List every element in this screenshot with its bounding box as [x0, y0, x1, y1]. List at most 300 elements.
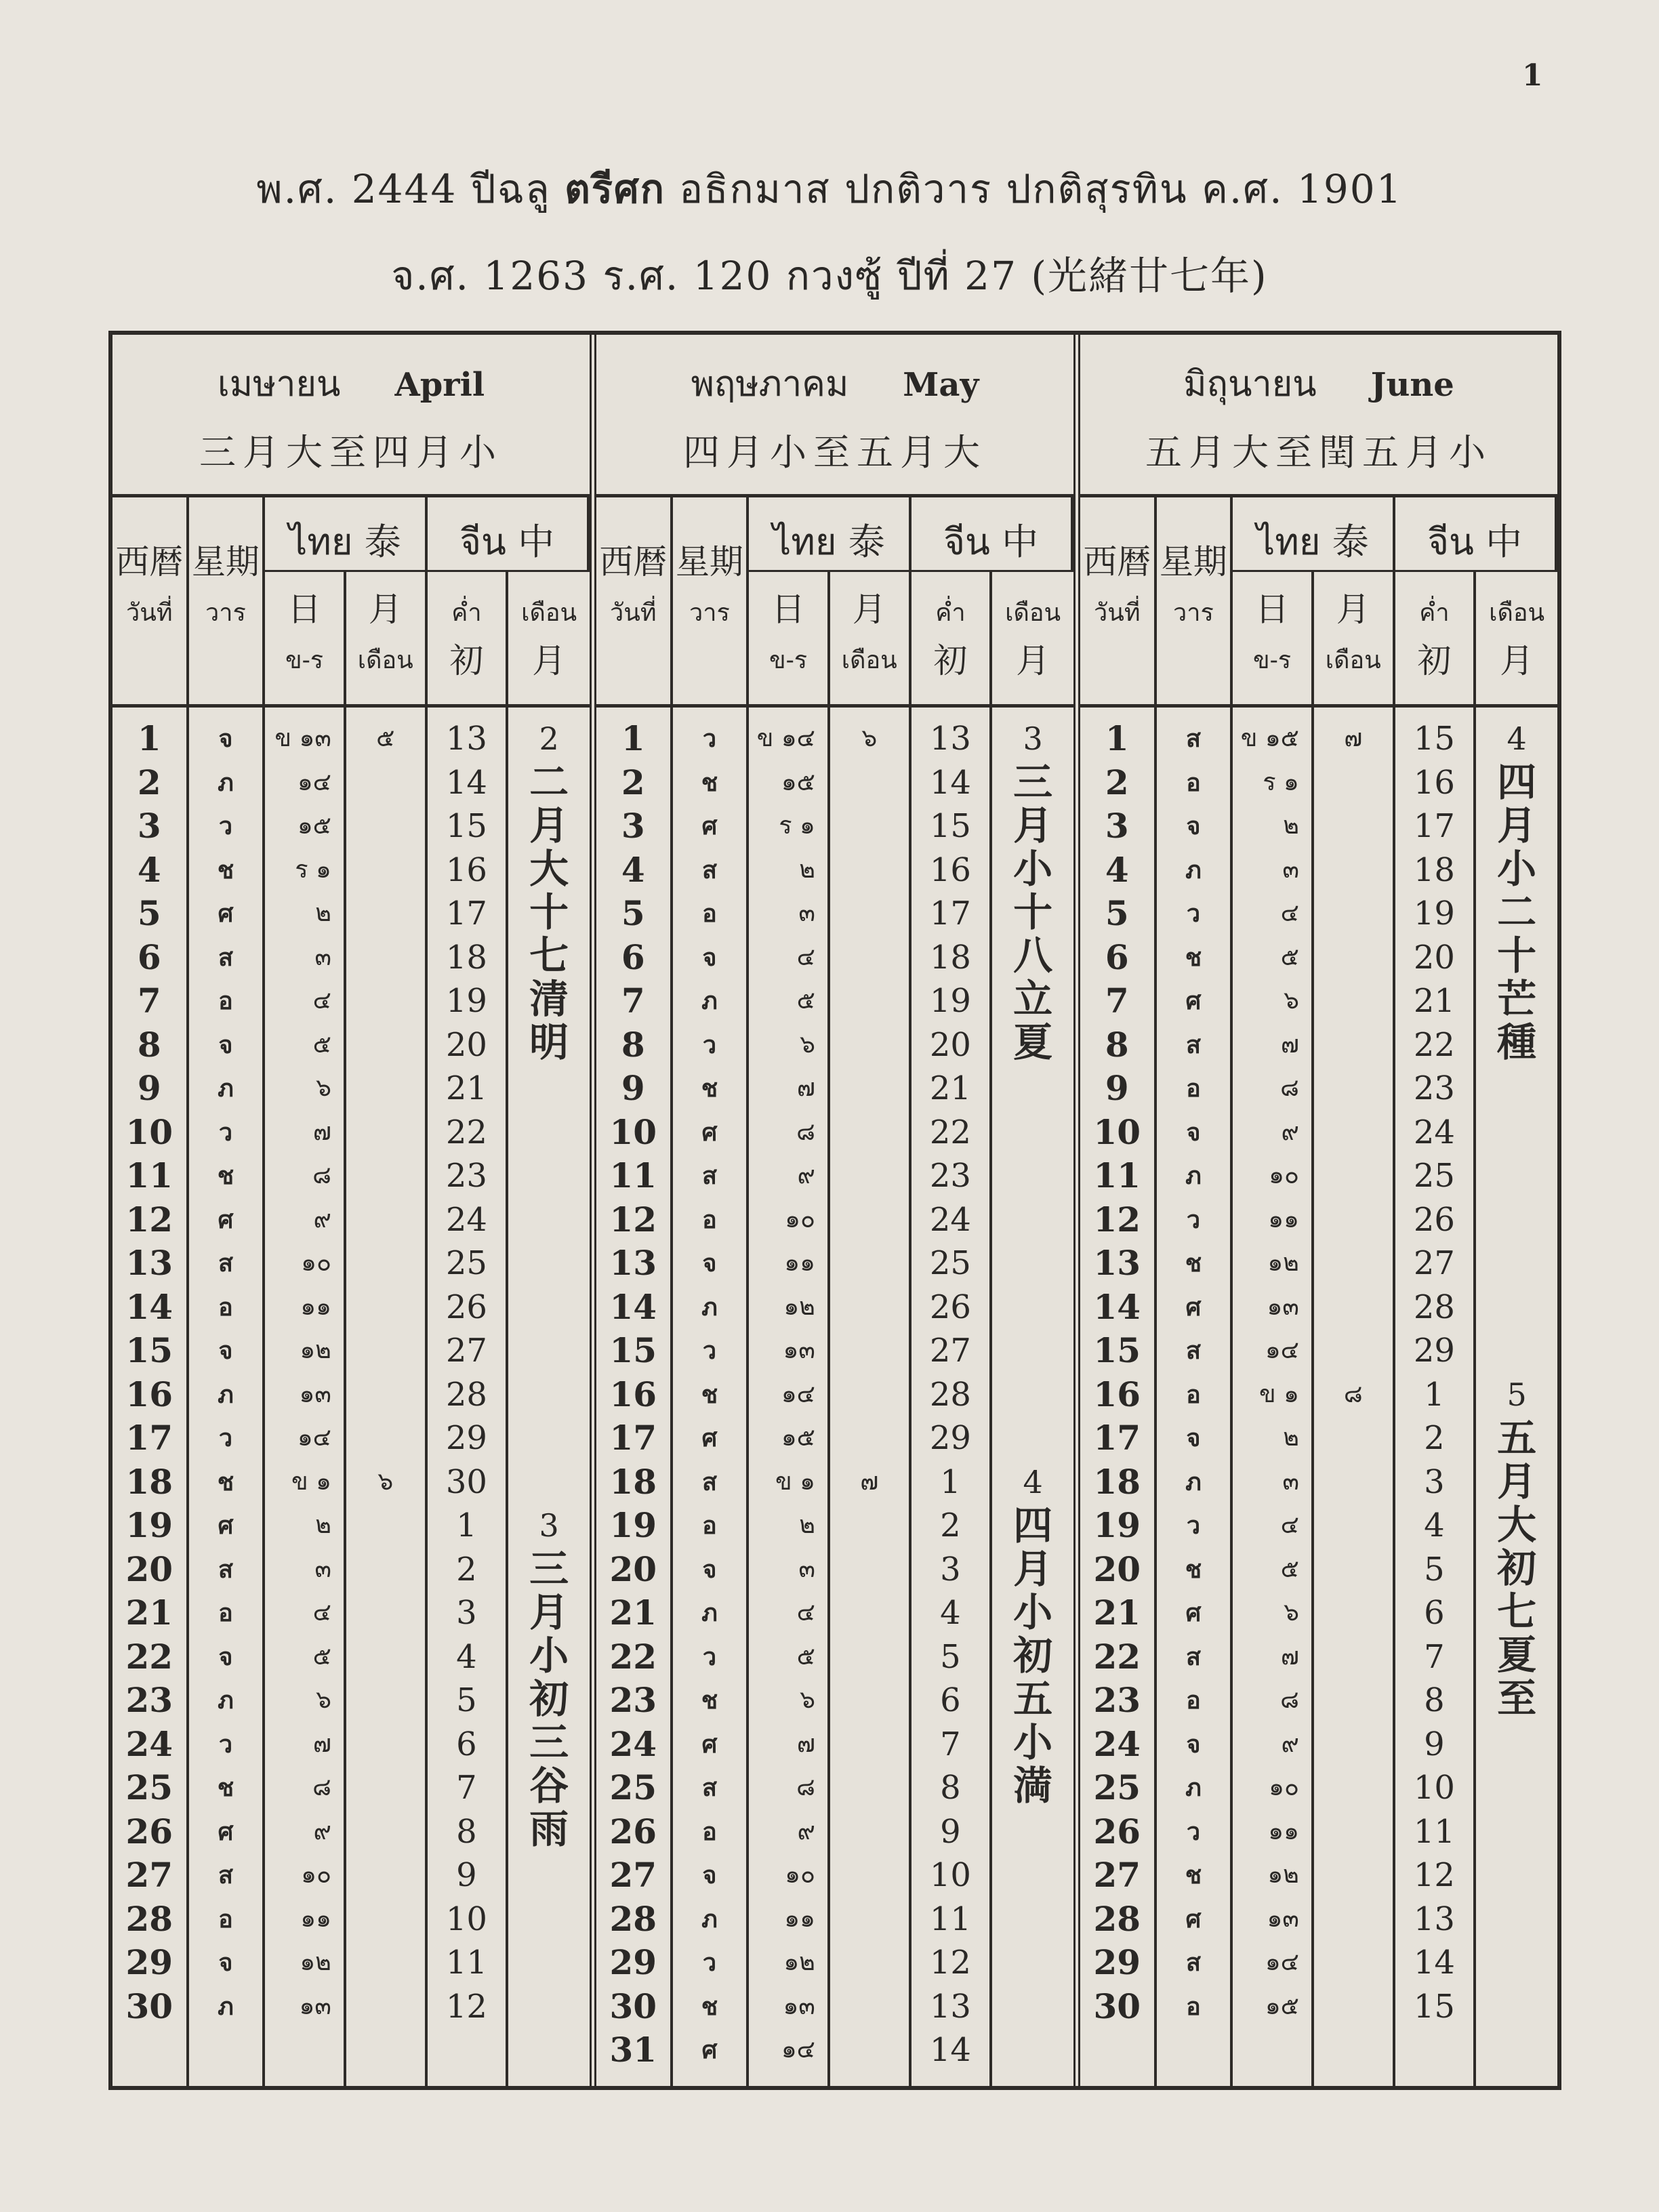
weekday-cell: ส: [1185, 1030, 1201, 1059]
thai-lunar-day-cell: ๔: [1280, 899, 1299, 927]
thai-lunar-month-cell: [346, 1723, 425, 1767]
gregorian-day-cell: 23: [125, 1680, 173, 1720]
chinese-lunar-day-cell: 4: [456, 1637, 477, 1676]
gregorian-day-cell: 17: [609, 1418, 657, 1458]
thai-lunar-month-cell: [346, 1679, 425, 1723]
thai-lunar-day-cell: ๑๔: [297, 768, 331, 796]
chinese-lunar-day-cell: 11: [1413, 1812, 1455, 1851]
thai-lunar-day-cell: ๑๑: [1268, 1205, 1299, 1233]
column-gregorian-day: [1080, 708, 1157, 2086]
gregorian-day-cell: 31: [609, 2030, 657, 2070]
thai-lunar-month-cell: [830, 1286, 909, 1330]
gregorian-day-cell: 4: [1105, 849, 1129, 890]
thai-lunar-month-cell: [346, 979, 425, 1023]
weekday-cell: ภ: [1185, 855, 1202, 884]
thai-lunar-month-cell: [1314, 1111, 1393, 1155]
month-thai-name: พฤษภาคม: [691, 364, 849, 405]
thai-lunar-month-cell: [830, 936, 909, 980]
chinese-month-note: 3 三 月 小 初 三 谷 雨: [508, 1504, 590, 1851]
thai-lunar-month-cell: [830, 1416, 909, 1460]
gregorian-day-cell: 24: [1093, 1723, 1141, 1764]
thai-lunar-month-cell: [346, 1067, 425, 1111]
thai-lunar-day-cell: ๕: [1280, 943, 1299, 971]
gregorian-day-cell: 9: [137, 1068, 161, 1108]
gregorian-day-cell: 6: [1105, 937, 1129, 977]
thai-lunar-month-cell: [1314, 1067, 1393, 1111]
thai-lunar-month-cell: [346, 1941, 425, 1985]
gregorian-day-cell: 18: [1093, 1461, 1141, 1502]
gregorian-day-cell: 3: [621, 806, 645, 846]
chinese-lunar-day-cell: 2: [1424, 1419, 1445, 1457]
gregorian-day-cell: 29: [609, 1942, 657, 1982]
thai-lunar-month-cell: [1314, 804, 1393, 848]
weekday-cell: ว: [1186, 1817, 1201, 1846]
calendar-table: [108, 331, 1561, 2090]
gregorian-day-cell: 1: [1105, 718, 1129, 758]
chinese-lunar-day-cell: 7: [456, 1769, 477, 1807]
chinese-lunar-day-cell: 21: [1413, 982, 1455, 1020]
weekday-cell: ช: [1185, 1249, 1202, 1277]
thai-lunar-month-cell: [1314, 1242, 1393, 1286]
chinese-lunar-day-cell: 14: [929, 763, 971, 802]
weekday-cell: อ: [1186, 1074, 1201, 1103]
thai-lunar-month-cell: [830, 1810, 909, 1854]
chinese-lunar-day-cell: 20: [1413, 938, 1455, 977]
thai-lunar-month-cell: [346, 1111, 425, 1155]
chinese-lunar-day-cell: 24: [929, 1200, 971, 1239]
weekday-cell: ภ: [1185, 1162, 1202, 1190]
chinese-lunar-day-cell: 10: [929, 1856, 971, 1894]
thai-lunar-month-cell: ๗: [1344, 724, 1363, 752]
gregorian-day-cell: 28: [609, 1898, 657, 1939]
header-thai-day: 日 ข-ร: [749, 572, 830, 708]
chinese-lunar-day-cell: 1: [456, 1507, 477, 1544]
weekday-cell: ศ: [218, 1511, 234, 1540]
thai-lunar-month-cell: [830, 1898, 909, 1942]
chinese-lunar-day-cell: 6: [1424, 1594, 1445, 1632]
thai-lunar-month-cell: [346, 804, 425, 848]
chinese-lunar-day-cell: 28: [445, 1375, 487, 1414]
gregorian-day-cell: 8: [137, 1024, 161, 1065]
title-line-1: [0, 157, 1659, 220]
header-gregorian: 西暦 วันที่: [112, 497, 189, 708]
thai-lunar-month-cell: ๘: [1343, 1380, 1363, 1408]
weekday-cell: ส: [218, 943, 233, 972]
gregorian-day-cell: 6: [621, 937, 645, 977]
header-chinese-month: เดือน 月: [521, 599, 577, 680]
weekday-cell: ว: [702, 724, 717, 753]
gregorian-day-cell: 8: [621, 1024, 645, 1065]
weekday-cell: ส: [1185, 1642, 1201, 1671]
thai-lunar-day-cell: ๒: [1283, 1424, 1299, 1452]
weekday-cell: ว: [1186, 1205, 1201, 1234]
weekday-cell: จ: [702, 1555, 717, 1584]
chinese-month-note: 5 五 月 大 初 七 夏 至: [1476, 1373, 1557, 1720]
weekday-cell: ช: [1185, 1861, 1202, 1889]
gregorian-day-cell: 10: [609, 1111, 657, 1152]
gregorian-day-cell: 12: [125, 1199, 173, 1240]
title-era: พ.ศ. 2444 ปีฉลู: [256, 166, 551, 212]
gregorian-day-cell: 24: [125, 1723, 173, 1764]
column-headers: [112, 497, 590, 708]
thai-lunar-day-cell: ๑๑: [1268, 1817, 1299, 1845]
thai-lunar-month-cell: ๖: [861, 724, 878, 752]
weekday-cell: ช: [701, 768, 718, 797]
thai-lunar-month-cell: [346, 1416, 425, 1460]
chinese-month-text: 三 月 小 初 三 谷 雨: [529, 1546, 569, 1852]
thai-lunar-month-cell: [830, 2028, 909, 2072]
thai-lunar-day-cell: ๑๐: [1269, 1774, 1299, 1801]
weekday-cell: จ: [1186, 1424, 1201, 1452]
chinese-lunar-day-cell: 20: [445, 1025, 487, 1064]
chinese-lunar-day-cell: 2: [456, 1550, 477, 1589]
thai-lunar-month-cell: [830, 1111, 909, 1155]
thai-lunar-month-cell: [830, 1504, 909, 1548]
title-year-name: ตรีศก: [565, 166, 665, 212]
gregorian-day-cell: 19: [609, 1505, 657, 1545]
chinese-lunar-day-cell: 11: [929, 1900, 971, 1938]
chinese-lunar-day-cell: 3: [456, 1594, 477, 1632]
thai-lunar-month-cell: [346, 848, 425, 893]
thai-lunar-month-cell: [1314, 892, 1393, 936]
gregorian-day-cell: 20: [125, 1549, 173, 1589]
thai-lunar-day-cell: ร ๑: [295, 855, 331, 884]
thai-lunar-month-cell: [830, 1548, 909, 1592]
weekday-cell: ส: [701, 1162, 717, 1190]
chinese-lunar-day-cell: 26: [929, 1288, 971, 1326]
thai-lunar-day-cell: ๘: [796, 1118, 815, 1146]
chinese-lunar-day-cell: 25: [1413, 1157, 1455, 1195]
gregorian-day-cell: 11: [125, 1155, 173, 1195]
chinese-lunar-day-cell: 4: [1424, 1507, 1445, 1544]
thai-lunar-day-cell: ๑๓: [783, 1992, 815, 2020]
thai-lunar-month-cell: [830, 1591, 909, 1635]
thai-lunar-month-cell: [1314, 1198, 1393, 1242]
gregorian-day-cell: 22: [125, 1636, 173, 1677]
thai-lunar-day-cell: ๑๐: [785, 1861, 815, 1889]
thai-lunar-day-cell: ๑๒: [1267, 1249, 1299, 1277]
gregorian-day-cell: 27: [1093, 1855, 1141, 1895]
thai-lunar-month-cell: [830, 804, 909, 848]
month-body: [112, 708, 590, 2086]
column-thai-lunar-month: [830, 708, 912, 2086]
thai-lunar-month-cell: [1314, 1460, 1393, 1504]
gregorian-day-cell: 25: [1093, 1767, 1141, 1807]
chinese-lunar-day-cell: 16: [1413, 763, 1455, 802]
chinese-lunar-day-cell: 9: [1424, 1725, 1445, 1763]
gregorian-day-cell: 28: [125, 1898, 173, 1939]
thai-lunar-month-cell: [830, 1067, 909, 1111]
weekday-cell: ช: [701, 1074, 718, 1103]
gregorian-day-cell: 12: [1093, 1199, 1141, 1240]
chinese-lunar-day-cell: 19: [445, 982, 487, 1020]
gregorian-day-cell: 21: [609, 1593, 657, 1633]
thai-lunar-day-cell: ๕: [796, 1642, 815, 1671]
thai-lunar-month-cell: [346, 761, 425, 805]
column-weekday: [673, 708, 750, 2086]
column-weekday: [1157, 708, 1233, 2086]
gregorian-day-cell: 16: [609, 1374, 657, 1414]
weekday-cell: ศ: [701, 812, 718, 840]
thai-lunar-day-cell: ๖: [800, 1686, 815, 1714]
month-panel-may: [596, 335, 1080, 2086]
weekday-cell: ช: [1185, 943, 1202, 972]
weekday-cell: อ: [702, 1205, 717, 1234]
thai-lunar-day-cell: ๗: [796, 1729, 815, 1758]
thai-lunar-month-cell: [1314, 1548, 1393, 1592]
chinese-month-text: 四 月 小 二 十 芒 種: [1497, 759, 1537, 1065]
chinese-lunar-day-cell: 18: [929, 938, 971, 977]
weekday-cell: จ: [218, 1948, 233, 1977]
thai-lunar-day-cell: ๘: [1280, 1074, 1299, 1102]
month-thai-name: เมษายน: [217, 364, 341, 405]
chinese-lunar-day-cell: 29: [445, 1419, 487, 1457]
thai-lunar-day-cell: ๑๑: [784, 1904, 815, 1933]
thai-lunar-day-cell: ๔: [796, 1599, 815, 1626]
weekday-cell: ภ: [701, 1292, 718, 1322]
weekday-cell: จ: [218, 1642, 233, 1671]
thai-lunar-day-cell: ๑๔: [781, 2036, 815, 2064]
thai-lunar-day-cell: ๓: [314, 943, 331, 971]
thai-lunar-day-cell: ข ๑: [775, 1467, 815, 1496]
column-weekday: [189, 708, 266, 2086]
chinese-lunar-day-cell: 12: [445, 1987, 487, 2026]
weekday-cell: ภ: [218, 1686, 234, 1715]
thai-lunar-day-cell: ๙: [1281, 1729, 1299, 1758]
thai-lunar-day-cell: ๘: [312, 1162, 331, 1189]
weekday-cell: ช: [217, 855, 234, 884]
weekday-cell: ส: [1185, 724, 1201, 753]
chinese-lunar-day-cell: 13: [929, 720, 971, 758]
thai-lunar-day-cell: ๘: [1280, 1686, 1299, 1714]
chinese-lunar-day-cell: 15: [929, 807, 971, 845]
weekday-cell: ว: [702, 1948, 717, 1977]
weekday-cell: จ: [702, 1861, 717, 1889]
chinese-lunar-day-cell: 27: [1413, 1244, 1455, 1282]
thai-lunar-day-cell: ๑๓: [1267, 1904, 1299, 1933]
gregorian-day-cell: 24: [609, 1723, 657, 1764]
weekday-cell: ส: [701, 855, 717, 884]
gregorian-day-cell: 10: [1093, 1111, 1141, 1152]
thai-lunar-day-cell: ๑๑: [300, 1292, 331, 1321]
gregorian-day-cell: 28: [1093, 1898, 1141, 1939]
thai-lunar-month-cell: [830, 1635, 909, 1679]
thai-lunar-day-cell: ๑๒: [783, 1948, 815, 1976]
chinese-lunar-day-cell: 26: [1413, 1200, 1455, 1239]
gregorian-day-cell: 23: [609, 1680, 657, 1720]
weekday-cell: ภ: [701, 987, 718, 1015]
thai-lunar-month-cell: [1314, 979, 1393, 1023]
gregorian-day-cell: 26: [125, 1811, 173, 1851]
weekday-cell: จ: [1186, 1118, 1201, 1147]
chinese-lunar-day-cell: 22: [1413, 1025, 1455, 1064]
thai-lunar-day-cell: ๗: [312, 1118, 331, 1146]
column-thai-lunar-day: [265, 708, 346, 2086]
chinese-month-range: 五月大至閏五月小: [1145, 431, 1492, 474]
thai-lunar-day-cell: ๖: [800, 1030, 815, 1059]
header-thai-group: ไทย 泰: [1233, 497, 1395, 572]
thai-lunar-day-cell: ๓: [798, 1555, 815, 1583]
gregorian-day-cell: 3: [137, 806, 161, 846]
chinese-lunar-day-cell: 27: [445, 1332, 487, 1370]
chinese-lunar-day-cell: 6: [456, 1725, 477, 1763]
thai-lunar-day-cell: ๖: [316, 1074, 331, 1102]
gregorian-day-cell: 11: [609, 1155, 657, 1195]
weekday-cell: ศ: [218, 1205, 234, 1234]
thai-lunar-day-cell: ข ๑๓: [274, 724, 331, 752]
month-english-name: June: [1370, 366, 1454, 404]
thai-lunar-day-cell: ๓: [1282, 1467, 1299, 1496]
chinese-lunar-day-cell: 28: [929, 1375, 971, 1414]
chinese-lunar-day-cell: 15: [445, 807, 487, 845]
thai-lunar-month-cell: [346, 936, 425, 980]
weekday-cell: อ: [702, 1511, 717, 1540]
gregorian-day-cell: 30: [609, 1986, 657, 2026]
chinese-month-note: 2 二 月 大 十 七 清 明: [508, 717, 590, 1064]
weekday-cell: จ: [218, 1030, 233, 1059]
thai-lunar-day-cell: ข ๑: [291, 1467, 331, 1496]
chinese-lunar-day-cell: 1: [940, 1462, 961, 1501]
gregorian-day-cell: 30: [125, 1986, 173, 2026]
chinese-month-note: 3 三 月 小 十 八 立 夏: [992, 717, 1073, 1064]
chinese-lunar-day-cell: 23: [1413, 1069, 1455, 1107]
thai-lunar-month-cell: [830, 892, 909, 936]
header-weekday: 星期 วาร: [189, 497, 266, 708]
thai-lunar-day-cell: ๓: [314, 1555, 331, 1583]
gregorian-day-cell: 5: [621, 893, 645, 933]
thai-lunar-month-cell: [1314, 1985, 1393, 2029]
header-chinese-day: ค่ำ 初: [1395, 572, 1477, 708]
thai-lunar-month-cell: [1314, 1286, 1393, 1330]
thai-lunar-day-cell: ร ๑: [779, 812, 815, 840]
chinese-lunar-day-cell: 23: [445, 1157, 487, 1195]
gregorian-day-cell: 19: [1093, 1505, 1141, 1545]
gregorian-day-cell: 15: [125, 1330, 173, 1370]
thai-lunar-day-cell: ๕: [312, 1642, 331, 1671]
chinese-month-range: 四月小至五月大: [683, 431, 987, 474]
gregorian-day-cell: 1: [621, 718, 645, 758]
header-chinese-group: จีน 中: [912, 497, 1073, 572]
chinese-lunar-day-cell: 27: [929, 1332, 971, 1370]
thai-lunar-month-cell: [346, 1766, 425, 1810]
weekday-cell: อ: [218, 1904, 233, 1933]
chinese-lunar-day-cell: 13: [929, 1987, 971, 2026]
chinese-lunar-day-cell: 7: [1424, 1637, 1445, 1676]
thai-lunar-month-cell: [830, 1329, 909, 1373]
thai-lunar-month-cell: [1314, 1154, 1393, 1198]
month-panel-april: [112, 335, 596, 2086]
weekday-cell: จ: [1186, 812, 1201, 840]
weekday-cell: ว: [702, 1336, 717, 1365]
thai-lunar-month-cell: [1314, 1679, 1393, 1723]
weekday-cell: ช: [217, 1774, 234, 1802]
thai-lunar-month-cell: [1314, 761, 1393, 805]
chinese-lunar-day-cell: 24: [1413, 1113, 1455, 1151]
thai-lunar-day-cell: ๓: [1282, 855, 1299, 884]
chinese-lunar-day-cell: 12: [929, 1944, 971, 1982]
thai-lunar-day-cell: ๑๕: [1265, 1992, 1299, 2020]
thai-lunar-month-cell: [346, 1329, 425, 1373]
column-gregorian-day: [596, 708, 673, 2086]
chinese-lunar-day-cell: 5: [940, 1637, 961, 1676]
weekday-cell: ศ: [1185, 1599, 1202, 1627]
chinese-lunar-day-cell: 22: [445, 1113, 487, 1151]
thai-lunar-month-cell: [346, 1023, 425, 1067]
thai-lunar-month-cell: [1314, 1766, 1393, 1810]
month-body: [596, 708, 1073, 2086]
gregorian-day-cell: 21: [125, 1593, 173, 1633]
gregorian-day-cell: 15: [609, 1330, 657, 1370]
gregorian-day-cell: 4: [137, 849, 161, 890]
title-line-2: จ.ศ. 1263 ร.ศ. 120 กวงซู้ ปีที่ 27 (光緒廿七年): [391, 253, 1268, 299]
gregorian-day-cell: 7: [1105, 981, 1129, 1021]
weekday-cell: ภ: [1185, 1774, 1202, 1802]
month-english-name: May: [903, 366, 979, 404]
weekday-cell: ช: [1185, 1555, 1202, 1584]
thai-lunar-day-cell: ๑๔: [1265, 1948, 1299, 1976]
thai-lunar-month-cell: [346, 1810, 425, 1854]
thai-lunar-month-cell: [830, 1766, 909, 1810]
gregorian-day-cell: 9: [1105, 1068, 1129, 1108]
chinese-lunar-day-cell: 17: [445, 895, 487, 933]
thai-lunar-day-cell: ๖: [1284, 987, 1299, 1015]
thai-lunar-day-cell: ๑๒: [300, 1336, 331, 1364]
gregorian-day-cell: 25: [125, 1767, 173, 1807]
chinese-lunar-day-cell: 28: [1413, 1288, 1455, 1326]
chinese-lunar-day-cell: 3: [940, 1550, 961, 1589]
weekday-cell: ภ: [218, 1992, 234, 2021]
chinese-lunar-day-cell: 4: [940, 1594, 961, 1632]
weekday-cell: จ: [218, 1336, 233, 1365]
thai-lunar-day-cell: ๑๕: [781, 1424, 815, 1452]
thai-lunar-day-cell: ร ๑: [1263, 768, 1299, 796]
chinese-lunar-day-cell: 10: [445, 1900, 487, 1938]
chinese-lunar-day-cell: 2: [940, 1507, 961, 1544]
weekday-cell: ว: [218, 1729, 233, 1759]
column-chinese-month: [1476, 708, 1557, 2086]
thai-lunar-month-cell: [830, 848, 909, 893]
chinese-lunar-day-cell: 25: [929, 1244, 971, 1282]
gregorian-day-cell: 20: [1093, 1549, 1141, 1589]
gregorian-day-cell: 27: [609, 1855, 657, 1895]
weekday-cell: ว: [1186, 899, 1201, 928]
thai-lunar-month-cell: [830, 1723, 909, 1767]
chinese-month-text: 五 月 大 初 七 夏 至: [1497, 1414, 1537, 1721]
thai-lunar-month-cell: [346, 1591, 425, 1635]
thai-lunar-month-cell: [830, 1373, 909, 1417]
gregorian-day-cell: 19: [125, 1505, 173, 1545]
weekday-cell: ช: [217, 1467, 234, 1496]
weekday-cell: ศ: [1185, 1904, 1202, 1933]
gregorian-day-cell: 12: [609, 1199, 657, 1240]
gregorian-day-cell: 5: [137, 893, 161, 933]
gregorian-day-cell: 16: [125, 1374, 173, 1414]
chinese-lunar-day-cell: 20: [929, 1025, 971, 1064]
chinese-lunar-day-cell: 6: [940, 1681, 961, 1719]
chinese-lunar-day-cell: 17: [1413, 807, 1455, 845]
chinese-lunar-day-cell: 13: [1413, 1900, 1455, 1938]
thai-lunar-day-cell: ๑๑: [300, 1904, 331, 1933]
gregorian-day-cell: 7: [621, 981, 645, 1021]
gregorian-day-cell: 13: [1093, 1243, 1141, 1283]
weekday-cell: จ: [702, 943, 717, 972]
weekday-cell: ศ: [701, 1729, 718, 1759]
chinese-month-range: 三月大至四月小: [199, 431, 503, 474]
thai-lunar-day-cell: ๑๔: [1265, 1336, 1299, 1364]
thai-lunar-day-cell: ๑๐: [1269, 1162, 1299, 1189]
chinese-lunar-day-cell: 29: [1413, 1332, 1455, 1370]
header-thai-day: 日 ข-ร: [1233, 572, 1314, 708]
